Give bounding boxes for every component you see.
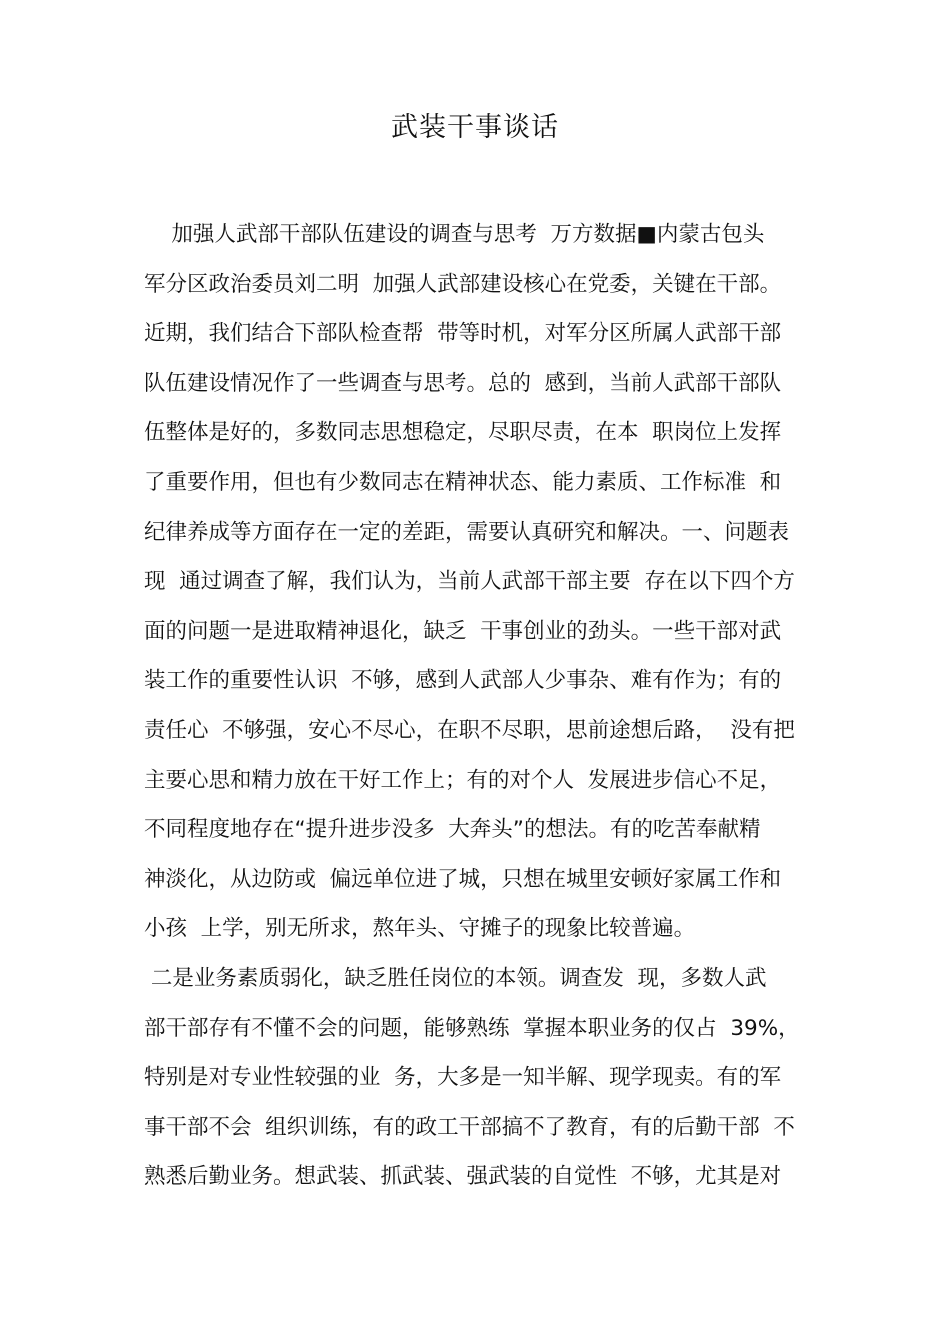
text-line: 不同程度地存在“提升进步没多 大奔头”的想法。有的吃苦奉献精 <box>144 817 761 843</box>
document-title: 武装干事谈话 <box>391 112 559 143</box>
text-line: 二是业务素质弱化，缺乏胜任岗位的本领。调查发 现，多数人武 <box>144 965 767 991</box>
text-line: 特别是对专业性较强的业 务，大多是一知半解、现学现卖。有的军 <box>144 1065 782 1091</box>
text-line: 了重要作用，但也有少数同志在精神状态、能力素质、工作标准 和 <box>144 469 782 495</box>
document-body <box>144 210 820 1202</box>
text-line: 神淡化，从边防或 偏远单位进了城，只想在城里安顿好家属工作和 <box>144 866 782 892</box>
text-line: 面的问题一是进取精神退化，缺乏 干事创业的劲头。一些干部对武 <box>144 618 782 644</box>
text-line: 部干部存有不懂不会的问题，能够熟练 掌握本职业务的仅占 39%， <box>144 1015 800 1041</box>
text-line: 队伍建设情况作了一些调查与思考。总的 感到，当前人武部干部队 <box>144 370 782 396</box>
text-line: 伍整体是好的，多数同志思想稳定，尽职尽责，在本 职岗位上发挥 <box>144 420 782 446</box>
text-line: 纪律养成等方面存在一定的差距，需要认真研究和解决。一、问题表 <box>144 519 790 545</box>
text-line: 责任心 不够强，安心不尽心，在职不尽职，思前途想后路， 没有把 <box>144 717 795 743</box>
text-line: 加强人武部干部队伍建设的调查与思考 万方数据■内蒙古包头 <box>144 222 765 247</box>
text-line: 装工作的重要性认识 不够，感到人武部人少事杂、难有作为；有的 <box>144 668 782 694</box>
text-line: 主要心思和精力放在干好工作上；有的对个人 发展进步信心不足， <box>144 767 782 793</box>
text-line: 军分区政治委员刘二明 加强人武部建设核心在党委，关键在干部。 <box>144 271 782 297</box>
text-line: 小孩 上学，别无所求，熬年头、守摊子的现象比较普遍。 <box>144 916 696 942</box>
text-line: 熟悉后勤业务。想武装、抓武装、强武装的自觉性 不够，尤其是对 <box>144 1164 782 1190</box>
text-line: 事干部不会 组织训练，有的政工干部搞不了教育，有的后勤干部 不 <box>144 1114 795 1140</box>
text-line: 现 通过调查了解，我们认为，当前人武部干部主要 存在以下四个方 <box>144 569 795 595</box>
text-line: 近期，我们结合下部队检查帮 带等时机，对军分区所属人武部干部 <box>144 321 782 347</box>
